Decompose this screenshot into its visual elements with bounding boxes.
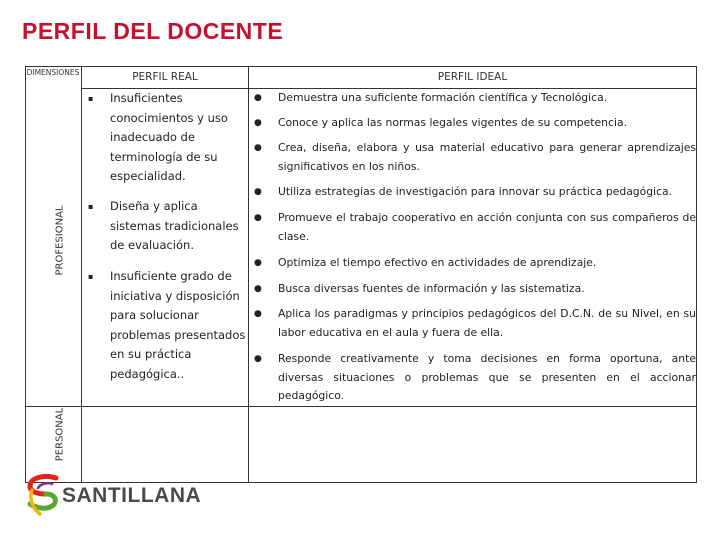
square-bullet-icon: ▪ bbox=[88, 272, 94, 281]
dimension-professional: PROFESIONAL bbox=[54, 205, 66, 276]
round-bullet-icon: ● bbox=[254, 258, 262, 268]
column-divider-2 bbox=[248, 66, 249, 483]
ideal-item-text: Busca diversas fuentes de información y las sistematiza. bbox=[278, 282, 585, 295]
square-bullet-icon: ▪ bbox=[88, 94, 94, 103]
perfil-ideal-header: PERFIL IDEAL bbox=[437, 71, 508, 83]
ideal-item-text: Aplica los paradigmas y principios pedagógicos del D.C.N. de su Nivel, en su labor educativa en el aula y fuera de ella. bbox=[278, 307, 696, 339]
santillana-logo bbox=[26, 472, 202, 522]
page-title: PERFIL DEL DOCENTE bbox=[22, 18, 284, 44]
table-border-right bbox=[696, 66, 697, 483]
round-bullet-icon: ● bbox=[254, 143, 262, 153]
ideal-item bbox=[254, 139, 696, 176]
ideal-item bbox=[254, 254, 696, 273]
real-item-text: Insuficiente grado de iniciativa y disposición para solucionar problemas presentados en su práctica pedagógica.. bbox=[110, 269, 246, 381]
ideal-item-text: Optimiza el tiempo efectivo en actividades de aprendizaje. bbox=[278, 256, 597, 269]
ideal-item bbox=[254, 350, 696, 406]
ideal-item bbox=[254, 89, 696, 108]
table-border-top bbox=[25, 66, 696, 67]
round-bullet-icon: ● bbox=[254, 118, 262, 128]
real-item bbox=[88, 197, 248, 256]
dimensions-header: DIMENSIONES bbox=[26, 68, 80, 77]
table-border-left bbox=[25, 66, 26, 483]
ideal-item bbox=[254, 114, 696, 133]
ideal-item bbox=[254, 280, 696, 299]
real-item bbox=[88, 267, 248, 384]
section-row-divider bbox=[25, 406, 696, 407]
ideal-item-text: Utiliza estrategias de investigación para innovar su práctica pedagógica. bbox=[278, 185, 673, 198]
round-bullet-icon: ● bbox=[254, 213, 262, 223]
round-bullet-icon: ● bbox=[254, 309, 262, 319]
santillana-logo-text: SANTILLANA bbox=[62, 484, 202, 507]
square-bullet-icon: ▪ bbox=[88, 202, 94, 211]
column-divider-1 bbox=[81, 66, 82, 483]
dimension-personal: PERSONAL bbox=[54, 407, 66, 462]
ideal-item bbox=[254, 183, 696, 202]
ideal-item-text: Promueve el trabajo cooperativo en acción conjunta con sus compañeros de clase. bbox=[278, 211, 696, 243]
perfil-real-header: PERFIL REAL bbox=[132, 71, 198, 83]
ideal-item bbox=[254, 305, 696, 342]
real-item-text: Diseña y aplica sistemas tradicionales de evaluación. bbox=[110, 199, 239, 252]
round-bullet-icon: ● bbox=[254, 187, 262, 197]
real-item-text: Insuficientes conocimientos y uso inadecuado de terminología de su especialidad. bbox=[110, 91, 228, 183]
ideal-item-text: Conoce y aplica las normas legales vigentes de su competencia. bbox=[278, 116, 628, 129]
round-bullet-icon: ● bbox=[254, 284, 262, 294]
ideal-item-text: Responde creativamente y toma decisiones en forma oportuna, ante diversas situaciones o problemas que se presenten en el accionar pedagógico. bbox=[278, 352, 696, 402]
real-item bbox=[88, 89, 248, 187]
round-bullet-icon: ● bbox=[254, 93, 262, 103]
ideal-item-text: Crea, diseña, elabora y usa material educativo para generar aprendizajes significativos en los niños. bbox=[278, 141, 696, 173]
ideal-item-text: Demuestra una suficiente formación científica y Tecnológica. bbox=[278, 91, 608, 104]
santillana-logo-icon bbox=[26, 472, 62, 518]
round-bullet-icon: ● bbox=[254, 354, 262, 364]
ideal-item bbox=[254, 209, 696, 246]
